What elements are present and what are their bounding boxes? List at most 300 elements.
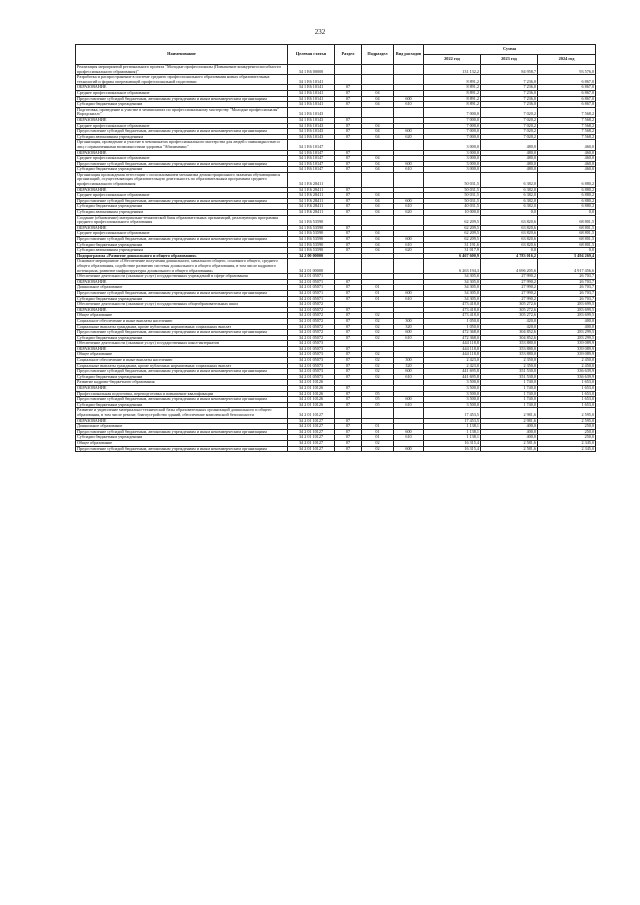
row-section: 07 [335,231,362,237]
row-expense-type: 600 [394,429,424,435]
row-target: 34 1 E6 10147 [288,156,335,162]
row-sum-2022: 7 000,0 [424,117,481,123]
row-name: Дошкольное образование [76,424,288,430]
row-name: Реализация мероприятий регионального проекта "Молодые профессионалы (Повышение конкурентоспособности профессионального образования)" [76,65,288,75]
row-target: 34 1 E6 53590 [288,231,335,237]
row-section: 07 [335,225,362,231]
row-target: 34 1 E6 10143 [288,123,335,129]
row-section [335,107,362,117]
row-sum-2022: 34 305,0 [424,274,481,280]
row-section: 07 [335,446,362,452]
row-subsection: 02 [362,369,394,375]
row-sum-2022: 7 000,0 [424,123,481,129]
row-sum-2022: 40 031,5 [424,204,481,210]
row-subsection: 04 [362,123,394,129]
row-section: 07 [335,285,362,291]
row-name: Развитие и укрепление материально-технической базы образовательных организаций дошкольного и общего образования, в том числе ремонт, благоустройство зданий, обеспечение комплексной безопасности [76,408,288,418]
row-subsection: 04 [362,102,394,108]
row-section: 07 [335,279,362,285]
row-sum-2023: 480,0 [481,161,538,167]
row-sum-2024: 2 345,0 [538,440,596,446]
table-header-row [76,45,596,55]
row-section: 07 [335,313,362,319]
row-subsection: 01 [362,285,394,291]
row-sum-2022: 441 695,8 [424,369,481,375]
row-sum-2022: 7 000,0 [424,129,481,135]
row-name: Предоставление субсидий бюджетным, автономным учреждениям и иным некоммерческим организациям [76,161,288,167]
row-sum-2022: 8 891,2 [424,85,481,91]
row-sum-2023: 6 382,0 [481,198,538,204]
row-sum-2024: 2 345,0 [538,446,596,452]
row-sum-2023: 480,0 [481,150,538,156]
row-sum-2023: 2 981,6 [481,408,538,418]
row-subsection: 02 [362,330,394,336]
row-sum-2023: 353 880,0 [481,341,538,347]
row-name: Среднее профессиональное образование [76,123,288,129]
header-sum: Сумма [424,45,596,55]
row-sum-2024: 250,0 [538,424,596,430]
row-sum-2022: 31 017,9 [424,248,481,254]
row-expense-type: 610 [394,167,424,173]
row-sum-2024: 68 801,5 [538,242,596,248]
row-sum-2023: 1 740,0 [481,386,538,392]
row-name: Предоставление субсидий бюджетным, автономным учреждениям и иным некоммерческим организациям [76,330,288,336]
row-sum-2022: 3 500,0 [424,391,481,397]
row-target: 34 2 01 00000 [288,259,335,274]
row-section: 07 [335,96,362,102]
row-sum-2024: 6 867,0 [538,75,596,85]
row-sum-2022: 50 031,5 [424,198,481,204]
row-expense-type: 600 [394,446,424,452]
row-target: 34 2 01 10126 [288,402,335,408]
row-target: 34 1 E6 53590 [288,225,335,231]
row-sum-2024: 6 880,2 [538,172,596,187]
row-name: Предоставление субсидий бюджетным, автономным учреждениям и иным некоммерческим организациям [76,446,288,452]
row-subsection [362,215,394,225]
row-expense-type: 620 [394,134,424,140]
row-sum-2022: 10 000,0 [424,210,481,216]
row-section: 07 [335,210,362,216]
row-subsection: 02 [362,352,394,358]
row-subsection: 01 [362,290,394,296]
row-expense-type: 320 [394,363,424,369]
row-section: 07 [335,424,362,430]
row-sum-2022: 7 000,0 [424,107,481,117]
row-subsection: 02 [362,335,394,341]
row-target: 34 2 01 10127 [288,429,335,435]
row-section: 07 [335,123,362,129]
row-name: ОБРАЗОВАНИЕ [76,187,288,193]
row-sum-2023: 63 820,6 [481,215,538,225]
row-sum-2024: 1 653,0 [538,402,596,408]
header-subsection: Подраздел [362,45,394,65]
row-section: 07 [335,102,362,108]
row-expense-type: 610 [394,435,424,441]
row-name: Социальные выплаты гражданам, кроме публичных нормативных социальных выплат [76,363,288,369]
row-sum-2022: 3 000,0 [424,140,481,150]
row-expense-type: 600 [394,290,424,296]
row-section: 07 [335,386,362,392]
row-section [335,215,362,225]
header-section: Раздел [335,45,362,65]
row-section: 07 [335,167,362,173]
row-section [335,65,362,75]
row-target: 34 2 01 05073 [288,341,335,347]
table-row [76,172,596,187]
row-target: 34 1 E6 28411 [288,198,335,204]
row-section: 07 [335,435,362,441]
row-sum-2023: 6 382,0 [481,187,538,193]
row-sum-2023: 7 236,0 [481,75,538,85]
row-target: 34 2 01 10126 [288,397,335,403]
row-sum-2022: 34 305,0 [424,296,481,302]
row-section: 07 [335,237,362,243]
row-sum-2022: 1 050,0 [424,324,481,330]
table-row [76,408,596,418]
row-target: 34 1 E6 10141 [288,85,335,91]
row-target: 34 1 E6 53590 [288,242,335,248]
row-target: 34 1 E6 28411 [288,204,335,210]
row-target: 34 2 01 10127 [288,446,335,452]
table-row [76,107,596,117]
row-sum-2024: 26 703,7 [538,285,596,291]
row-sum-2023: 400,0 [481,435,538,441]
row-name: ОБРАЗОВАНИЕ [76,418,288,424]
row-expense-type: 600 [394,397,424,403]
row-sum-2024: 7 568,2 [538,134,596,140]
row-subsection: 04 [362,156,394,162]
row-sum-2022: 6 467 600,9 [424,253,481,259]
header-expense-type: Вид расходов [394,45,424,65]
row-sum-2022: 1 138,1 [424,429,481,435]
header-target: Целевая статья [288,45,335,65]
row-name: Предоставление субсидий бюджетным, автономным учреждениям и иным некоммерческим организациям [76,290,288,296]
row-section: 07 [335,335,362,341]
row-expense-type [394,107,424,117]
row-subsection: 02 [362,318,394,324]
row-section: 07 [335,150,362,156]
row-name: Общее образование [76,352,288,358]
row-sum-2022: 3 000,0 [424,161,481,167]
row-sum-2024: 6 880,2 [538,204,596,210]
row-expense-type [394,259,424,274]
row-name: Основное мероприятие «Обеспечение получения дошкольного, начального общего, основного общего, среднего общего образования, содействие развитию системы дошкольного и общего образования, в том числе кадрового потенциала, развитие инфраструктуры дошкольного и общего образования» [76,259,288,274]
row-sum-2022: 62 209,5 [424,231,481,237]
row-sum-2024: 6 867,0 [538,96,596,102]
row-target: 34 2 01 05073 [288,374,335,380]
row-sum-2022: 1 050,0 [424,318,481,324]
row-sum-2023: 63 820,6 [481,237,538,243]
row-sum-2024: 26 703,7 [538,296,596,302]
row-sum-2022: 473 418,0 [424,307,481,313]
row-target: 34 1 E6 53590 [288,248,335,254]
row-sum-2022: 3 000,0 [424,156,481,162]
row-target: 34 1 E6 10143 [288,107,335,117]
row-sum-2024: 7 568,2 [538,129,596,135]
row-section: 07 [335,290,362,296]
row-subsection [362,140,394,150]
row-subsection: 05 [362,397,394,403]
row-name: Среднее профессиональное образование [76,156,288,162]
row-target: 34 2 01 05072 [288,313,335,319]
row-sum-2024: 2 450,0 [538,363,596,369]
row-sum-2024: 2 595,0 [538,408,596,418]
row-subsection: 04 [362,193,394,199]
row-sum-2023: 351 530,0 [481,374,538,380]
row-subsection: 04 [362,90,394,96]
row-sum-2024: 7 568,2 [538,123,596,129]
row-name: ОБРАЗОВАНИЕ [76,150,288,156]
row-target: 34 2 01 10126 [288,391,335,397]
row-section: 07 [335,374,362,380]
row-subsection: 05 [362,402,394,408]
row-sum-2022: 473 418,0 [424,302,481,308]
row-sum-2023: 84 958,7 [481,65,538,75]
row-name: Развитие кадрово-бюджетного образования [76,380,288,386]
row-target: 34 1 E6 10147 [288,140,335,150]
row-subsection [362,107,394,117]
row-sum-2023: 305 272,6 [481,302,538,308]
row-expense-type: 600 [394,198,424,204]
row-name: Обеспечение деятельности (оказание услуг) государственных учреждений в сфере образования [76,274,288,280]
row-name: Организация прохождения аттестации с использованием механизма демонстрационного экзамена обучающимися организаций, осуществляющих образовательную деятельность по образовательным программам среднего профессионального образования [76,172,288,187]
row-section: 07 [335,156,362,162]
row-target: 34 1 E6 10141 [288,96,335,102]
row-sum-2023: 27 990,2 [481,274,538,280]
row-expense-type [394,215,424,225]
row-section: 07 [335,161,362,167]
row-name: Субсидии бюджетным учреждениям [76,242,288,248]
row-section: 07 [335,296,362,302]
row-name: ОБРАЗОВАНИЕ [76,225,288,231]
row-subsection: 02 [362,374,394,380]
row-sum-2023: 420,0 [481,318,538,324]
row-target: 34 2 01 05073 [288,358,335,364]
row-subsection [362,172,394,187]
row-expense-type: 600 [394,129,424,135]
row-subsection: 04 [362,167,394,173]
row-section: 07 [335,117,362,123]
row-name: Предоставление субсидий бюджетным, автономным учреждениям и иным некоммерческим организациям [76,369,288,375]
row-sum-2024: 283 299,5 [538,330,596,336]
row-name: Дошкольное образование [76,285,288,291]
row-name: Общее образование [76,313,288,319]
row-sum-2023: 27 990,2 [481,279,538,285]
row-sum-2023: 305 272,6 [481,313,538,319]
row-sum-2024: 2 450,0 [538,358,596,364]
row-name: Субсидии бюджетным учреждениям [76,374,288,380]
row-name: ОБРАЗОВАНИЕ [76,85,288,91]
row-sum-2024: 339 089,9 [538,341,596,347]
row-expense-type: 600 [394,330,424,336]
row-name: Предоставление субсидий бюджетным, автономным учреждениям и иным некоммерческим организациям [76,96,288,102]
row-sum-2024: 7 568,2 [538,117,596,123]
row-sum-2023: 353 880,0 [481,346,538,352]
row-subsection: 05 [362,391,394,397]
row-name: Общее образование [76,440,288,446]
row-expense-type: 600 [394,369,424,375]
row-sum-2022: 50 031,5 [424,172,481,187]
row-name: Субсидии бюджетным учреждениям [76,167,288,173]
row-sum-2022: 473 418,0 [424,313,481,319]
row-target: 34 2 00 00000 [288,253,335,259]
row-sum-2024: 400,0 [538,318,596,324]
row-section: 07 [335,440,362,446]
row-sum-2023: 480,0 [481,167,538,173]
row-sum-2022: 3 500,0 [424,397,481,403]
row-sum-2024: 336 639,9 [538,374,596,380]
row-target: 34 1 E6 10141 [288,75,335,85]
row-subsection: 04 [362,204,394,210]
row-expense-type: 610 [394,296,424,302]
row-sum-2023: 0,0 [481,210,538,216]
row-sum-2023: 7 020,2 [481,134,538,140]
row-subsection: 01 [362,435,394,441]
row-section: 07 [335,198,362,204]
row-sum-2023: 1 740,0 [481,380,538,386]
row-target: 34 1 E6 28411 [288,193,335,199]
row-target: 34 2 01 10127 [288,424,335,430]
row-sum-2023: 63 820,6 [481,225,538,231]
row-sum-2024: 400,0 [538,324,596,330]
row-sum-2022: 34 305,0 [424,290,481,296]
row-sum-2023: 305 272,6 [481,307,538,313]
row-subsection: 02 [362,446,394,452]
row-sum-2022: 34 305,0 [424,285,481,291]
row-sum-2024: 283 699,5 [538,313,596,319]
row-sum-2024: 7 568,2 [538,107,596,117]
row-name: ОБРАЗОВАНИЕ [76,117,288,123]
row-name: Среднее профессиональное образование [76,193,288,199]
row-expense-type: 600 [394,161,424,167]
row-sum-2024: 336 639,9 [538,369,596,375]
row-sum-2024: 26 703,7 [538,290,596,296]
row-section: 07 [335,330,362,336]
row-target: 34 2 01 05073 [288,346,335,352]
row-sum-2022: 444 118,8 [424,341,481,347]
row-sum-2022: 472 368,0 [424,330,481,336]
row-name: Организация, проведение и участие в чемпионатах профессионального мастерства для людей с инвалидностью и лиц с ограниченными возможностями здоровья "Абилимпикс" [76,140,288,150]
row-section: 07 [335,352,362,358]
row-sum-2024: 26 703,7 [538,274,596,280]
row-target: 34 2 01 05071 [288,285,335,291]
row-subsection: 04 [362,231,394,237]
row-subsection [362,408,394,418]
row-subsection: 02 [362,363,394,369]
row-name: Социальное обеспечение и иные выплаты населению [76,358,288,364]
row-section: 07 [335,134,362,140]
row-subsection: 04 [362,237,394,243]
row-target: 34 2 01 10126 [288,386,335,392]
row-sum-2023: 7 020,2 [481,123,538,129]
row-sum-2024: 250,0 [538,429,596,435]
row-name: Субсидии бюджетным учреждениям [76,335,288,341]
row-sum-2023: 2 350,0 [481,358,538,364]
row-target: 34 2 01 05073 [288,363,335,369]
row-sum-2022: 16 315,4 [424,440,481,446]
row-section: 07 [335,318,362,324]
row-expense-type: 620 [394,248,424,254]
table-body [76,65,596,452]
row-sum-2024: 68 801,5 [538,231,596,237]
row-section [335,172,362,187]
row-expense-type: 610 [394,402,424,408]
row-subsection: 04 [362,134,394,140]
row-expense-type [394,140,424,150]
row-target: 34 2 01 05073 [288,369,335,375]
row-sum-2022: 62 209,5 [424,215,481,225]
row-expense-type: 320 [394,324,424,330]
row-sum-2022: 3 500,0 [424,402,481,408]
row-section: 07 [335,402,362,408]
row-name: Среднее профессиональное образование [76,90,288,96]
row-sum-2022: 441 695,8 [424,374,481,380]
row-subsection: 01 [362,429,394,435]
row-subsection: 02 [362,313,394,319]
row-sum-2023: 2 350,0 [481,363,538,369]
row-target: 34 2 01 05072 [288,302,335,308]
table-row [76,140,596,150]
row-sum-2024: 68 801,5 [538,225,596,231]
row-name: Социальное обеспечение и иные выплаты населению [76,318,288,324]
row-subsection: 02 [362,358,394,364]
row-subsection: 01 [362,424,394,430]
row-target: 34 2 01 05071 [288,279,335,285]
row-section: 07 [335,363,362,369]
row-sum-2022: 62 209,5 [424,237,481,243]
row-sum-2023: 1 740,0 [481,397,538,403]
row-sum-2023: 1 740,0 [481,402,538,408]
table-row [76,215,596,225]
row-subsection: 02 [362,324,394,330]
row-sum-2022: 1 138,1 [424,435,481,441]
row-name: Предоставление субсидий бюджетным, автономным учреждениям и иным некоммерческим организациям [76,129,288,135]
row-target: 34 2 01 10127 [288,440,335,446]
row-sum-2023: 351 530,0 [481,369,538,375]
row-sum-2024: 460,0 [538,167,596,173]
row-sum-2024: 5 494 269,4 [538,253,596,259]
row-name: Обеспечение деятельности (оказание услуг) государственных общеобразовательных школ [76,302,288,308]
row-sum-2024: 6 880,2 [538,198,596,204]
row-sum-2024: 1 653,0 [538,391,596,397]
row-sum-2023: 4 696 205,6 [481,259,538,274]
row-section: 07 [335,391,362,397]
row-expense-type [394,65,424,75]
row-target: 34 2 01 05072 [288,307,335,313]
row-subsection: 04 [362,198,394,204]
row-sum-2023: 7 020,2 [481,129,538,135]
row-target: 34 1 E6 28411 [288,187,335,193]
row-sum-2024: 68 801,5 [538,215,596,225]
row-sum-2022: 2 423,0 [424,358,481,364]
row-sum-2022: 34 305,0 [424,279,481,285]
row-target: 34 2 01 05071 [288,296,335,302]
row-target: 34 1 E6 10143 [288,117,335,123]
row-sum-2023: 7 236,0 [481,90,538,96]
row-name: Создание (обновление) материально-технической базы образовательных организаций, реализующих программы среднего профессионального образования [76,215,288,225]
row-sum-2023: 304 852,6 [481,330,538,336]
row-section: 07 [335,429,362,435]
header-name: Наименование [76,45,288,65]
row-sum-2022: 50 031,5 [424,187,481,193]
row-section [335,408,362,418]
row-section: 07 [335,369,362,375]
row-target: 34 1 E6 53590 [288,215,335,225]
row-sum-2024: 339 089,9 [538,352,596,358]
row-sum-2024: 93 576,0 [538,65,596,75]
table-row [76,65,596,75]
row-expense-type [394,172,424,187]
